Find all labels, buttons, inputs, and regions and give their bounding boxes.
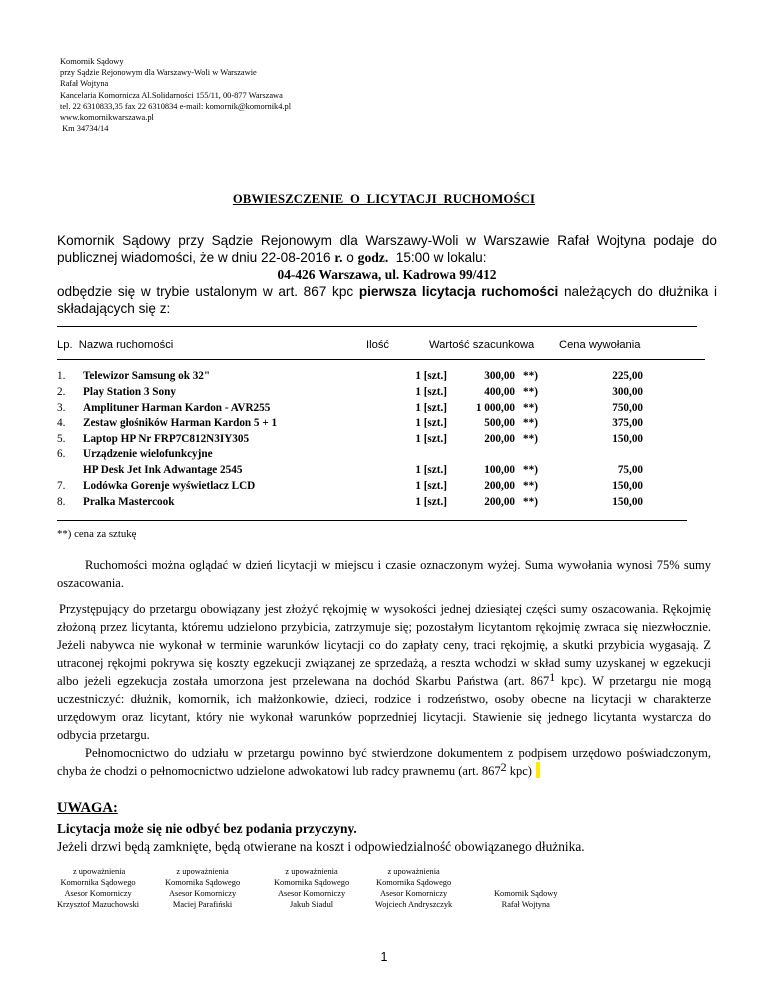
row-lp: 4. bbox=[57, 417, 66, 429]
intro-r: r. bbox=[334, 250, 343, 265]
row-star: **) bbox=[523, 464, 538, 476]
row-star: **) bbox=[523, 480, 538, 492]
row-price: 150,00 bbox=[612, 480, 643, 492]
table-footnote: **) cena za sztukę bbox=[57, 528, 137, 540]
intro-text: Komornik Sądowy przy Sądzie Rejonowym dla Warszawy-Woli w Warszawie Rafał Wojtyna podaje do publicznej wiadomości, że w dniu 22-08-2016 bbox=[57, 233, 717, 265]
auction-type: pierwsza licytacja ruchomości bbox=[358, 284, 559, 299]
row-lp: 2. bbox=[57, 386, 66, 398]
table-row bbox=[57, 386, 697, 400]
row-value: 200,00 bbox=[484, 433, 515, 445]
row-lp: 6. bbox=[57, 448, 66, 460]
proxy-text bbox=[57, 744, 711, 780]
col-header-name: Lp. Nazwa ruchomości bbox=[57, 339, 174, 351]
row-star: **) bbox=[523, 496, 538, 508]
deposit-paragraph bbox=[57, 600, 711, 780]
signature-line: z upoważnienia bbox=[387, 867, 440, 876]
row-price: 150,00 bbox=[612, 433, 643, 445]
signature-block bbox=[57, 866, 139, 910]
row-star: **) bbox=[523, 433, 538, 445]
table-row bbox=[57, 402, 697, 416]
row-qty: 1 [szt.] bbox=[415, 464, 447, 476]
row-price: 150,00 bbox=[612, 496, 643, 508]
superscript: 2 bbox=[500, 760, 507, 774]
intro-godz: godz. bbox=[357, 250, 389, 265]
col-header-value: Wartość szacunkowa bbox=[429, 339, 535, 351]
row-qty: 1 [szt.] bbox=[415, 480, 447, 492]
row-qty: 1 [szt.] bbox=[415, 496, 447, 508]
row-value: 300,00 bbox=[484, 370, 515, 382]
header-line: przy Sądzie Rejonowym dla Warszawy-Woli w Warszawie bbox=[60, 68, 257, 78]
document-title: OBWIESZCZENIE O LICYTACJI RUCHOMOŚCI bbox=[232, 192, 536, 206]
signature-line: Asesor Komorniczy bbox=[380, 889, 448, 898]
signature-line: Asesor Komorniczy bbox=[64, 889, 132, 898]
row-qty: 1 [szt.] bbox=[415, 433, 447, 445]
signature-line: Komornik Sądowy bbox=[494, 889, 558, 898]
row-lp: 7. bbox=[57, 480, 66, 492]
signature-line: Komornika Sądowego bbox=[165, 878, 241, 887]
viewing-paragraph bbox=[57, 556, 711, 592]
notice-body bbox=[57, 820, 585, 856]
notice-heading: UWAGA: bbox=[57, 800, 118, 816]
col-header-qty: Ilość bbox=[366, 339, 390, 351]
row-lp: 1. bbox=[57, 370, 66, 382]
header-line: tel. 22 6310833,35 fax 22 6310834 e-mail: komornik@komornik4.pl bbox=[60, 101, 292, 111]
row-name: Play Station 3 Sony bbox=[83, 386, 176, 398]
table-row bbox=[57, 433, 697, 447]
row-value: 1 000,00 bbox=[475, 402, 515, 414]
row-price: 75,00 bbox=[617, 464, 643, 476]
signature-line: Asesor Komorniczy bbox=[277, 889, 346, 898]
signature-line: Komornika Sądowego bbox=[376, 878, 452, 887]
row-price: 750,00 bbox=[612, 402, 643, 414]
intro-text-3: należących do dłużnika i składających się z: bbox=[57, 284, 717, 316]
row-qty: 1 [szt.] bbox=[415, 370, 447, 382]
row-value: 500,00 bbox=[484, 417, 515, 429]
deposit-text-a: Przystępujący do przetargu obowiązany jest złożyć rękojmię w wysokości jednej dziesiątej części sumy oszacowania. Rękojmię złożoną przez licytanta, któremu udzielono przybicia, zatrzymuje się; pozostałym licytantom rękojmię zwraca się niezwłocznie. Jeżeli nabywca nie wykonał w terminie warunków licytacji co do zapłaty ceny, traci rękojmię, a skutki przybicia wygasają. Z utraconej rękojmi pokrywa się koszty egzekucji związanej ze sprzedażą, a reszta wchodzi w skład sumy uzyskanej w egzekucji albo jeżeli egzekucja została umorzona jest przelewana na dochód Skarbu Państwa (art. 867 bbox=[57, 602, 711, 688]
row-star: **) bbox=[523, 386, 538, 398]
row-qty: 1 [szt.] bbox=[415, 417, 447, 429]
page-number: 1 bbox=[380, 950, 388, 964]
signature-line: Komornika Sądowego bbox=[60, 878, 136, 887]
row-name: Urządzenie wielofunkcyjne bbox=[83, 448, 213, 460]
row-price: 225,00 bbox=[612, 370, 643, 382]
highlight-mark bbox=[536, 762, 540, 778]
row-star: **) bbox=[523, 402, 538, 414]
row-value: 200,00 bbox=[484, 496, 515, 508]
table-row bbox=[57, 370, 697, 384]
row-price: 300,00 bbox=[612, 386, 643, 398]
row-value: 400,00 bbox=[484, 386, 515, 398]
table-row bbox=[57, 448, 697, 462]
signature-block bbox=[165, 866, 240, 910]
auction-address: 04-426 Warszawa, ul. Kadrowa 99/412 bbox=[277, 267, 497, 282]
superscript: 1 bbox=[549, 670, 556, 684]
row-value: 100,00 bbox=[484, 464, 515, 476]
header-line: Rafał Wojtyna bbox=[60, 79, 109, 89]
col-header-price: Cena wywołania bbox=[559, 339, 641, 351]
deposit-text bbox=[57, 600, 711, 744]
intro-o: o bbox=[342, 250, 358, 265]
intro-text-2: odbędzie się w trybie ustalonym w art. 867 kpc bbox=[57, 284, 359, 299]
table-header-rule bbox=[57, 359, 705, 360]
row-star: **) bbox=[523, 417, 538, 429]
header-line: Kancelaria Komornicza Al.Solidarności 155/11, 00-877 Warszawa bbox=[60, 90, 283, 100]
signature-name: Maciej Parafiński bbox=[172, 900, 233, 909]
row-value: 200,00 bbox=[484, 480, 515, 492]
deposit-text-b: kpc). W przetargu nie mogą uczestniczyć: dłużnik, komornik, ich małżonkowie, dzieci, rodzice i rodzeństwo, osoby obecne na licytacji w charakterze urzędowym oraz licytant, który nie wykonał warunków poprzedniej licytacji. Stawienie się jednego licytanta wystarcza do odbycia przetargu. bbox=[57, 674, 711, 742]
table-row bbox=[57, 417, 697, 431]
signature-name: Krzysztof Mazuchowski bbox=[57, 900, 140, 909]
intro-paragraph bbox=[57, 232, 717, 317]
case-number: Km 34734/14 bbox=[60, 124, 109, 134]
signature-line: Asesor Komorniczy bbox=[168, 889, 237, 898]
signature-block bbox=[494, 888, 558, 910]
viewing-text: Ruchomości można oglądać w dzień licytacji w miejscu i czasie oznaczonym wyżej. Suma wywołania wynosi 75% sumy oszacowania. bbox=[57, 558, 711, 590]
row-lp: 3. bbox=[57, 402, 66, 414]
signature-block bbox=[375, 866, 452, 910]
row-qty: 1 [szt.] bbox=[415, 386, 447, 398]
signature-line: z upoważnienia bbox=[176, 867, 229, 876]
row-name: Lodówka Gorenje wyświetlacz LCD bbox=[83, 480, 256, 492]
signature-block bbox=[274, 866, 349, 910]
table-top-rule bbox=[57, 326, 697, 327]
header-line: Komornik Sądowy bbox=[60, 57, 124, 66]
signature-line: Komornika Sądowego bbox=[274, 878, 350, 887]
table-row bbox=[57, 464, 697, 478]
proxy-text-b: kpc) bbox=[506, 764, 532, 778]
row-name: Zestaw głośników Harman Kardon 5 + 1 bbox=[83, 417, 278, 429]
notice-line: Licytacja może się nie odbyć bez podania przyczyny. bbox=[57, 821, 357, 836]
letterhead bbox=[60, 56, 291, 134]
intro-time: 15:00 w lokalu: bbox=[388, 250, 487, 265]
signature-name: Rafał Wojtyna bbox=[501, 900, 550, 909]
row-lp: 8. bbox=[57, 496, 66, 508]
row-lp: 5. bbox=[57, 433, 66, 445]
signature-name: Jakub Siadul bbox=[290, 900, 334, 909]
signature-line: z upoważnienia bbox=[285, 867, 338, 876]
row-name: Pralka Mastercook bbox=[83, 496, 175, 508]
row-name-continued: HP Desk Jet Ink Adwantage 2545 bbox=[83, 464, 243, 476]
signature-name: Wojciech Andryszczyk bbox=[375, 900, 453, 909]
table-bottom-rule bbox=[57, 520, 687, 521]
notice-line: Jeżeli drzwi będą zamknięte, będą otwierane na koszt i odpowiedzialność obowiązanego dłużnika. bbox=[57, 839, 585, 854]
row-name: Telewizor Samsung ok 32" bbox=[83, 370, 211, 382]
row-star: **) bbox=[523, 370, 538, 382]
row-name: Laptop HP Nr FRP7C812N3IY305 bbox=[83, 433, 250, 445]
row-name: Amplituner Harman Kardon - AVR255 bbox=[83, 402, 271, 414]
row-qty: 1 [szt.] bbox=[415, 402, 447, 414]
table-row bbox=[57, 496, 697, 510]
signature-line: z upoważnienia bbox=[70, 867, 126, 876]
header-line: www.komornikwarszawa.pl bbox=[60, 113, 154, 123]
row-price: 375,00 bbox=[612, 417, 643, 429]
proxy-text-a: Pełnomocnictwo do udziału w przetargu powinno być stwierdzone dokumentem z podpisem urzędowo poświadczonym, chyba że chodzi o pełnomocnictwo udzielone adwokatowi lub radcy prawnemu (art. 867 bbox=[57, 746, 711, 778]
table-row bbox=[57, 480, 697, 494]
